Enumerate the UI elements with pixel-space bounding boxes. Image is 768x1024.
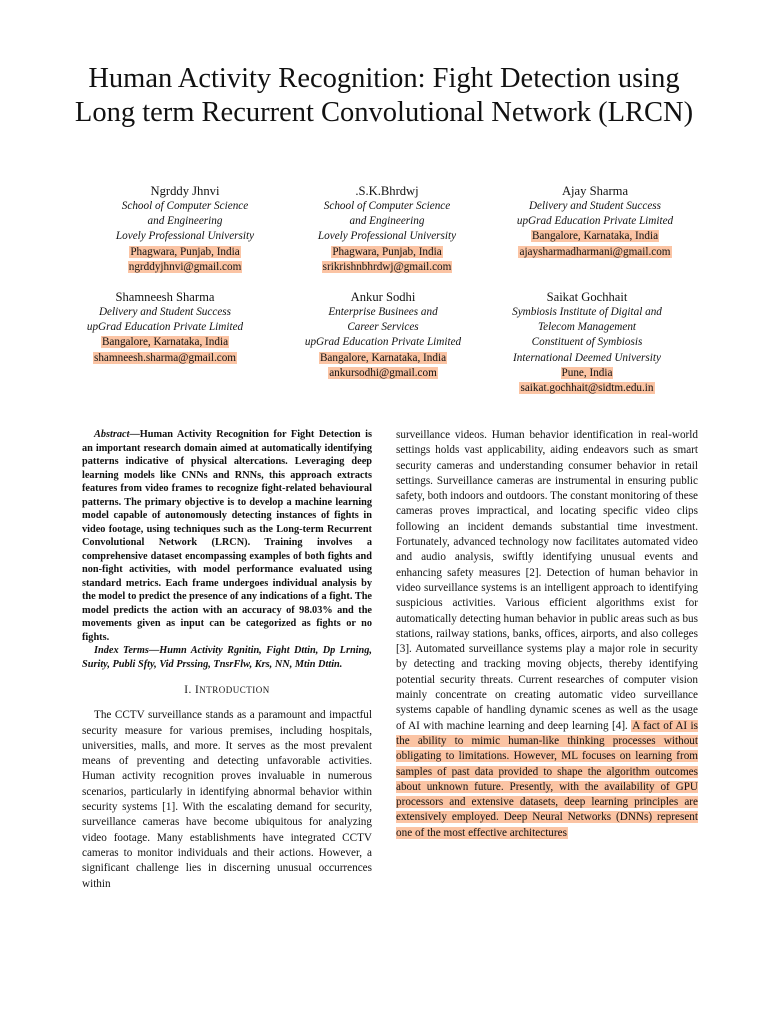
abstract-text: —Human Activity Recognition for Fight Detection is an important research domain aimed at automatically identifying patterns indicative of physical altercations. Leveraging deep learning models like CNNs and RNNs, this approach extracts features from video frames to recognize fight-related behavioural patterns. The primary objective is to develop a machine learning model capable of autonomously detecting instances of fights in video footage, using techniques such as the Long-term Recurrent Convolutional Network (LRCN). Training involves a comprehensive dataset encompassing examples of both fights and non-fight activities, with model performance evaluated using standard metrics. Each frame undergoes individual analysis by the model to predict the presence of any indications of a fight. The model predicts the action with an accuracy of 98.03% and the movements given as input can be categorized as fights or no fights. (82, 429, 372, 643)
author-location: Bangalore, Karnataka, India (101, 336, 229, 349)
author-name: Ajay Sharma (561, 184, 629, 198)
author-location: Phagwara, Punjab, India (332, 245, 442, 258)
author-affiliation: Lovely Professional University (317, 230, 457, 243)
author-affiliation: Career Services (347, 321, 419, 334)
author-affiliation: Delivery and Student Success (528, 200, 662, 212)
abstract (82, 428, 372, 644)
left-column (82, 428, 372, 892)
author-location: Bangalore, Karnataka, India (319, 351, 447, 364)
author-affiliation: upGrad Education Private Limited (86, 321, 244, 334)
author-affiliation: and Engineering (147, 215, 223, 228)
author-affiliation: School of Computer Science (323, 200, 451, 212)
highlighted-text: A fact of AI is the ability to mimic human-like thinking processes without obligating to limitations. However, ML focuses on learning from samples of past data provided to shape the algorithm outcomes about unknown future. Presently, with the availability of GPU processors and extensive datasets, deep learning principles are extensively employed. Deep Neural Networks (DNNs) represent one of the most effective architectures (396, 719, 698, 839)
paper-title: Human Activity Recognition: Fight Detection using Long term Recurrent Convolutional Network (LRCN) (74, 63, 694, 128)
author-location: Pune, India (561, 366, 613, 379)
author-email[interactable]: ankursodhi@gmail.com (329, 366, 437, 379)
author-location: Bangalore, Karnataka, India (531, 230, 659, 243)
right-column (396, 428, 698, 841)
author-affiliation: Symbiosis Institute of Digital and (512, 306, 662, 318)
author-affiliation: International Deemed University (513, 351, 661, 364)
section-heading: I. INTRODUCTION (184, 684, 270, 696)
author-affiliation: Lovely Professional University (115, 230, 255, 243)
author-email[interactable]: saikat.gochhait@sidtm.edu.in (520, 382, 654, 395)
abstract-label: Abstract (94, 429, 130, 440)
index-terms-text: —Humn Activity Rgnitin, Fight Dttin, Dp Lrning, Surity, Publi Sfty, Vid Prssing, TnsrFlw, Krs, NN, Mtin Dttin. (82, 645, 372, 670)
author-name: Ankur Sodhi (350, 290, 416, 304)
index-terms-label: Index Terms (94, 645, 149, 656)
author-email[interactable]: ajaysharmadharmani@gmail.com (519, 245, 671, 258)
author-name: Shamneesh Sharma (115, 290, 215, 304)
intro-continued: surveillance videos. Human behavior identification in real-world settings holds vast applicability, aiding endeavors such as smart security cameras and understanding consumer behavior in retail settings. Surveillance cameras are instrumental in ensuring public safety, both indoors and outdoors. The constant monitoring of these cameras proves impractical, and locating specific video clips following an incident demands substantial time investment. Fortunately, advanced technology now facilitates automated video and audio analysis, swiftly identifying unusual events and enhancing safety measures [2]. Detection of human behavior in video surveillance systems is an intelligent approach to identifying suspicious activities. Various efficient algorithms exist for automatically detecting human behavior in public areas such as bus stations, railway stations, banks, offices, airports, and also colleges [3]. Automated surveillance systems play a major role in security by detecting and tracking moving objects, thereby identifying potential security threats. Current researches of computer vision mainly concentrate on creating automatic video surveillance systems capable of handling dynamic scenes as well as the usage of AI with machine learning and deep learning [4]. A fact of AI is the ability to mimic human-like thinking processes without obligating to limitations. However, ML focuses on learning from samples of past data provided to shape the algorithm outcomes about unknown future. Presently, with the availability of GPU processors and extensive datasets, deep learning principles are extensively employed. Deep Neural Networks (DNNs) represent one of the most effective architectures (396, 429, 699, 839)
author-location: Phagwara, Punjab, India (130, 245, 240, 258)
author-affiliation: upGrad Education Private Limited (304, 336, 462, 349)
author-affiliation: Delivery and Student Success (98, 306, 232, 318)
author-affiliation: and Engineering (349, 215, 425, 228)
author-name: Saikat Gochhait (546, 290, 628, 304)
author-email[interactable]: shamneesh.sharma@gmail.com (93, 351, 237, 364)
author-block (462, 289, 712, 396)
author-affiliation: School of Computer Science (121, 200, 249, 212)
author-affiliation: Enterprise Businees and (328, 306, 438, 318)
author-email[interactable]: ngrddyjhnvi@gmail.com (128, 260, 242, 273)
intro-paragraph: The CCTV surveillance stands as a paramount and impactful security measure for various premises, including hospitals, universities, malls, and more. It serves as the most prevalent means of preventing and detecting unfavorable activities. Human activity recognition proves invaluable in numerous scenarios, particularly in identifying abnormal behavior within security systems [1]. With the escalating demand for security, surveillance cameras have become ubiquitous for analyzing video footage. Many establishments have integrated CCTV cameras to monitor individuals and their actions. However, a significant challenge lies in discerning unusual occurrences within (82, 709, 372, 890)
index-terms (82, 644, 372, 671)
author-name: Ngrddy Jhnvi (150, 184, 220, 198)
author-affiliation: Constituent of Symbiosis (531, 336, 643, 349)
author-name: .S.K.Bhrdwj (355, 184, 419, 198)
author-affiliation: Telecom Management (537, 321, 637, 334)
author-block (40, 289, 290, 366)
author-affiliation: upGrad Education Private Limited (516, 215, 674, 228)
author-email[interactable]: srikrishnbhrdwj@gmail.com (322, 260, 452, 273)
author-block (470, 183, 720, 260)
